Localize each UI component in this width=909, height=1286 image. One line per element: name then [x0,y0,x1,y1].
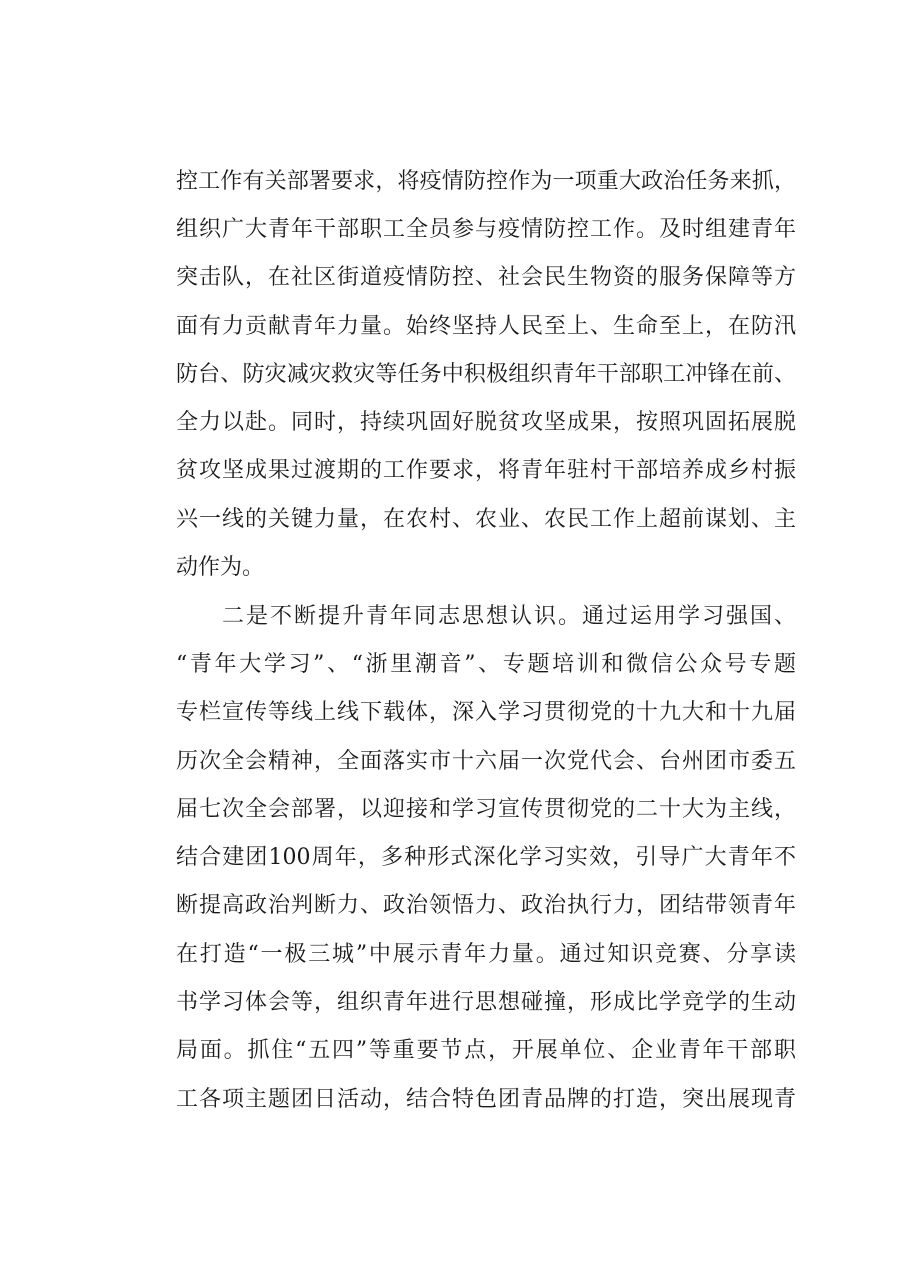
paragraph-2-line-2: “青年大学习”、“浙里潮音”、专题培训和微信公众号专题 [176,652,796,677]
paragraph-2-line-7: 断提高政治判断力、政治领悟力、政治执行力，团结带领青年 [176,893,796,918]
paragraph-2-line-10: 局面。抓住“五四”等重要节点，开展单位、企业青年干部职 [176,1038,796,1063]
paragraph-1-line-2: 组织广大青年干部职工全员参与疫情防控工作。及时组建青年 [176,217,796,242]
paragraph-2-line-1: 二是不断提升青年同志思想认识。通过运用学习强国、 [222,604,796,629]
paragraph-1-line-8: 兴一线的关键力量，在农村、农业、农民工作上超前谋划、主 [176,507,796,532]
paragraph-2-line-3: 专栏宣传等线上线下载体，深入学习贯彻党的十九大和十九届 [176,700,796,725]
paragraph-2-line-8: 在打造“一极三城”中展示青年力量。通过知识竞赛、分享读 [176,942,796,967]
paragraph-1-line-6: 全力以赴。同时，持续巩固好脱贫攻坚成果，按照巩固拓展脱 [176,410,796,435]
paragraph-1-line-9: 动作为。 [176,555,265,580]
paragraph-2-line-4: 历次全会精神，全面落实市十六届一次党代会、台州团市委五 [176,749,796,774]
paragraph-2-line-11: 工各项主题团日活动，结合特色团青品牌的打造，突出展现青 [176,1087,796,1112]
paragraph-1-line-3: 突击队，在社区街道疫情防控、社会民生物资的服务保障等方 [176,265,796,290]
paragraph-2-line-5: 届七次全会部署，以迎接和学习宣传贯彻党的二十大为主线， [176,797,796,822]
paragraph-1-line-5: 防台、防灾减灾救灾等任务中积极组织青年干部职工冲锋在前、 [176,362,796,387]
paragraph-1-line-7: 贫攻坚成果过渡期的工作要求，将青年驻村干部培养成乡村振 [176,458,796,483]
paragraph-2-line-9: 书学习体会等，组织青年进行思想碰撞，形成比学竞学的生动 [176,990,796,1015]
paragraph-2-line-6: 结合建团100周年，多种形式深化学习实效，引导广大青年不 [176,845,796,870]
paragraph-1-line-4: 面有力贡献青年力量。始终坚持人民至上、生命至上，在防汛 [176,314,796,339]
paragraph-1-line-1: 控工作有关部署要求，将疫情防控作为一项重大政治任务来抓， [176,169,796,194]
